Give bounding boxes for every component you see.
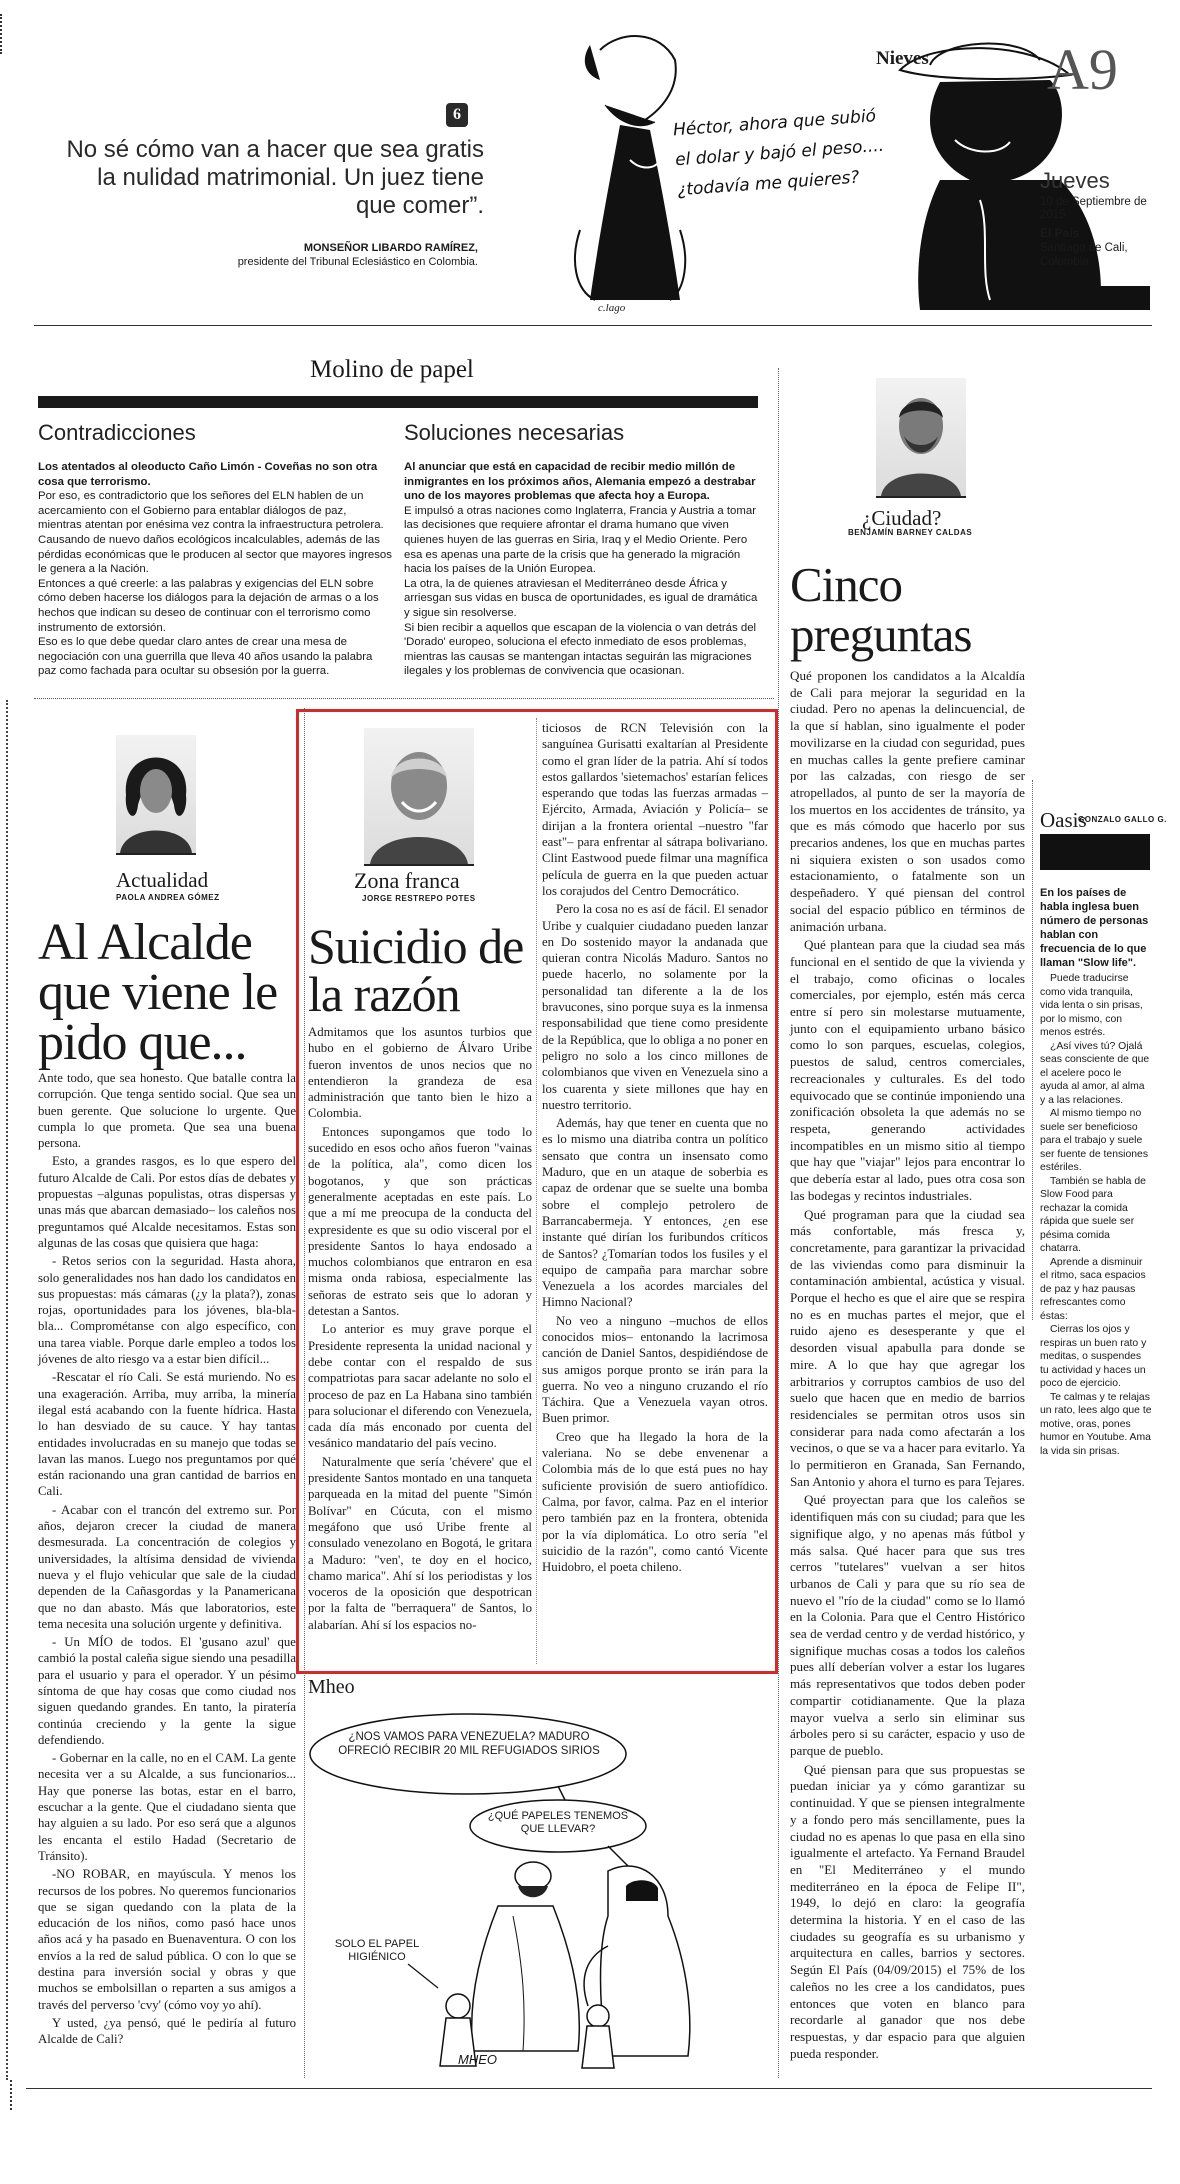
ciudad-section: ¿Ciudad? — [862, 506, 942, 530]
ciudad-paragraph: Qué plantean para que la ciudad sea más funcional en el sentido de que la vivienda y el trabajo, como oficinas o locales comerciales, por ejemplo, estén más cerca entre sí pero sin molestarse mutuamente, junto con el equipamiento urbano básico como lo son parques, escuelas, colegios, puestos de salud, centros comerciales, recreacionales y culturales. Es del todo equivocado que se continúe imponiendo una zonificación obsoleta la que además no se respeta, generando actividades incompatibles en un mismo sitio al tiempo que hay que "viajar" lejos para encontrar lo que debería estar al lado, pues otra cosa son las bodegas y recintos industriales. — [790, 937, 1025, 1203]
zona-column-1 — [308, 1024, 532, 1635]
actualidad-paragraph: - Gobernar en la calle, no en el CAM. La gente necesita ver a su Alcalde, a sus funcionarios... Hay que ponerse las botas, estar en el barro, escuchar a la gente. Que el ciudadano sienta que hay alguien a su lado. Por eso será que a algunos les encanta el estilo Hadad (Secretario de Tránsito). — [38, 1751, 296, 1863]
zona-column-2 — [542, 720, 768, 1577]
date-full: 10 de Septiembre de 2015 — [1040, 196, 1147, 221]
quote-text: No sé cómo van a hacer que sea gratis la nulidad matrimonial. Un juez tiene que comer”. — [66, 136, 484, 219]
column-rule — [778, 368, 779, 2078]
actualidad-section: Actualidad — [116, 868, 209, 892]
mheo-bubble-2: ¿QUÉ PAPELES TENEMOS QUE LLEVAR? — [487, 1810, 629, 1835]
oasis-body — [1040, 886, 1152, 1458]
molino-right-lead: Al anunciar que está en capacidad de recibir medio millón de inmigrantes en los próximos años, Alemania empezó a destrabar uno de los mayores problemas que afecta hoy a Europa. — [404, 461, 756, 503]
molino-right-body — [404, 460, 758, 679]
column-rule — [536, 718, 537, 1664]
actualidad-paragraph: Y usted, ¿ya pensó, qué le pediría al futuro Alcalde de Cali? — [38, 2015, 296, 2047]
molino-bar — [38, 396, 758, 408]
ciudad-author: BENJAMÍN BARNEY CALDAS — [848, 528, 973, 537]
oasis-paragraph: Cierras los ojos y respiras un buen rato y meditas, o suspendes tu actividad y haces un poco de ejercicio. — [1040, 1324, 1147, 1389]
molino-right-paragraph: Si bien recibir a aquellos que escapan de la violencia o van detrás del 'Dorado' europeo, soluciona el efecto inmediato de esos problemas, mientras las causas se mantengan intactas seguirán las migraciones ilegales y los problemas de convivencia que ocasionan. — [404, 621, 757, 678]
molino-left-paragraph: Eso es lo que debe quedar claro antes de crear una mesa de negociación con una guerrilla que lleva 40 años usando la palabra paz como fachada para ocultar su obsesión por la guerra. — [38, 636, 373, 678]
mheo-bubble-1: ¿NOS VAMOS PARA VENEZUELA? MADURO OFRECIÓ RECIBIR 20 MIL REFUGIADOS SIRIOS — [338, 1731, 600, 1757]
molino-right-heading: Soluciones necesarias — [404, 420, 625, 445]
quote-author-role: presidente del Tribunal Eclesiástico en Colombia. — [237, 256, 478, 268]
nieves-speech: Héctor, ahora que subió el dolar y bajó el peso.... ¿todavía me quieres? — [672, 106, 885, 201]
oasis-section: Oasis — [1040, 808, 1087, 832]
oasis-bar — [1040, 834, 1150, 870]
ciudad-author-photo — [876, 378, 966, 498]
actualidad-paragraph: -NO ROBAR, en mayúscula. Y menos los recursos de los pobres. No queremos funcionarios que se sigan quedando con la plata de la educación de los niños, como pasó hace unos años acá y ha pasado en Buenaventura. O con los envíos a la red de salud pública. O con lo que se destina para inversión social y obras y que muchos se embolsillan o reparten a sus amigos a través del perverso 'cvy' (cómo voy yo ahí). — [38, 1867, 296, 2012]
zona-paragraph: Creo que ha llegado la hora de la valeriana. No se debe envenenar a Colombia más de lo que está pues no hay suficiente provisión de suero antiofídico. Calma, por favor, calma. Paz en el interior pero también paz en la frontera, obtenida por la vía diplomática. Lo otro sería "el suicidio de la razón", como cantó Vicente Huidobro, el poeta chileno. — [542, 1429, 768, 1575]
zona-paragraph: Admitamos que los asuntos turbios que hubo en el gobierno de Álvaro Uribe fueron inventos de unos necios que no entendieron la grandeza de esa administración que tanto bien le hizo a Colombia. — [308, 1025, 532, 1121]
molino-left-body — [38, 460, 392, 679]
column-rule — [1032, 780, 1033, 1320]
mheo-signature: MHEO — [458, 2052, 497, 2067]
actualidad-paragraph: -Rescatar el río Cali. Se está muriendo. No es una exageración. Arriba, muy arriba, la minería ilegal está acabando con la fuente hídrica. Hasta lo han desviado de su cauce. Y hay tantas entidades involucradas en su manejo que todas se lavan las manos. Luego nos preguntamos por qué están racionando una gran cantidad de barrios en Cali. — [38, 1370, 296, 1499]
zona-paragraph: Pero la cosa no es así de fácil. El senador Uribe y cualquier ciudadano pueden lanzar en Do sostenido mayor la andanada que quieran contra Nicolás Maduro. Santos no puede hacerlo, no solamente por la personalidad tan diferente a la de los bravucones, sino porque suya es la inmensa responsabilidad que tiene como presidente de la República, que lo obliga a no poner en peligro no solo a los cinco millones de colombianos que viven en Venezuela sino a los cuarenta y siete millones que hay en nuestro territorio. — [542, 902, 768, 1112]
ciudad-paragraph: Qué proyectan para que los caleños se identifiquen más con su ciudad; para que les signifique algo, y no apenas más fútbol y más salsa. Qué hacer para que sus tres cerros "tutelares" vuelvan a ser hitos urbanos de Cali y para que su río sea de nuevo el "río de la ciudad" como se lo llamó en la Colonia. Para que el Centro Histórico sea de verdad centro y de verdad histórico, y signifique muchas cosas a todos los caleños pues allí deberían volver a estar los lugares más representativos que todos deben poder compartir cotidianamente. Que la plaza mayor vuelva a serlo sin eliminar sus árboles pero si su carácter, espacio y uso de parque de pueblo. — [790, 1492, 1025, 1758]
oasis-paragraph: Puede traducirse como vida tranquila, vida lenta o sin prisas, por lo mismo, con menos estrés. — [1040, 973, 1143, 1038]
mheo-cartoon — [308, 1706, 770, 2076]
oasis-paragraph: También se habla de Slow Food para rechazar la comida rápida que suele ser pésima comida chatarra. — [1040, 1175, 1146, 1254]
zona-author-photo — [364, 728, 474, 866]
top-dotted-rule — [0, 14, 10, 54]
bottom-dotted-rule — [10, 2080, 12, 2110]
molino-right-paragraph: E impulsó a otras naciones como Inglaterra, Francia y Austria a tomar las decisiones que requiere afrontar el drama humano que viven quienes huyen de las guerras en Siria, Iraq y el Medio Oriente. Pero esa es apenas una parte de la crisis que ha generado la migración hacia los países de la Unión Europea. — [404, 504, 757, 576]
paper-name: El País — [1040, 226, 1080, 240]
oasis-paragraph: Al mismo tiempo no suele ser beneficioso para el trabajo y suele ser fuente de tensiones estériles. — [1040, 1108, 1149, 1173]
section-label: Nieves — [876, 48, 929, 69]
zona-paragraph: ticiosos de RCN Televisión con la sanguínea Gurisatti exaltarían al Presidente como el gran líder de la patria. Ahí sí todos estos gallardos 'sietemachos' estarían felices esperando que todas las fuerzas armadas –Ejército, Armada, Aviación y Policía– se dirijan a la frontera oriental –nuestro "far east"– para enfrentar al sátrapa bolivariano. Clint Eastwood puede filmar una magnífica película de guerra en la que pueden actuar los corajudos del Centro Democrático. — [542, 721, 768, 898]
zona-paragraph: No veo a ninguno –muchos de ellos conocidos mios– entonando la lacrimosa canción de Daniel Santos, despidiéndose de sus amigos porque pronto se irán para la guerra. No veo a ninguno cruzando el río Táchira. Que a Venezuela vayan otros. Buen primor. — [542, 1313, 768, 1426]
left-dotted-margin — [6, 700, 8, 2080]
molino-left-heading: Contradicciones — [38, 420, 196, 445]
date-day: Jueves — [1040, 168, 1110, 193]
actualidad-body — [38, 1070, 296, 2050]
mheo-section: Mheo — [308, 1676, 355, 1698]
zona-section: Zona franca — [354, 868, 460, 893]
molino-left-paragraph: Por eso, es contradictorio que los señores del ELN hablen de un acercamiento con el Gobierno para entablar diálogos de paz, mientras atentan por enésima vez contra la infraestructura petrolera. Causando de nuevo daños ecológicos incalculables, además de las pérdidas económicas que le producen al sector que mayores ingresos le genera a la Nación. — [38, 490, 392, 576]
nieves-signature: c.lago — [598, 302, 626, 314]
quote-author: MONSEÑOR LIBARDO RAMÍREZ, — [303, 242, 478, 254]
actualidad-paragraph: - Acabar con el trancón del extremo sur. Por años, dejaron crecer la ciudad de manera desmesurada. La concentración de colegios y universidades, la altísima densidad de vivienda nueva y el flujo vehicular que sale de la ciudad dependen de la Cañasgordas y la Panamericana que no dan abasto. Más que laboratorios, este tema necesita una solución urgente y definitiva. — [38, 1502, 296, 1631]
ciudad-paragraph: Qué piensan para que sus propuestas se puedan iniciar ya y cómo garantizar su continuidad. Y que se piensen integralmente y a fondo pero más sencillamente, pues la ciudad no es apenas lo que pasa en ella sino igualmente el artefacto. Ya Fernand Braudel en "El Mediterráneo y el mundo mediterráneo en la época de Felipe II", 1949, lo dejó en claro: la geografía determina la historia. Y en el caso de las ciudades su geografía es su urbanismo y arquitectura en calles, barrios y sectores. Según El País (04/09/2015) el 75% de los caleños no les cree a los candidatos, pues entonces que voten en blanco para recordarle al ganador que nos debe respuestas, y dar espacio para que alguien pueda responder. — [790, 1761, 1025, 2061]
zona-paragraph: Lo anterior es muy grave porque el Presidente representa la unidad nacional y debe contar con el respaldo de sus compatriotas para sacar adelante no solo el proceso de paz en La Habana sino también para solucionar el diferendo con Venezuela, cada día más enconado por cuenta del vesánico mandatario del país vecino. — [308, 1322, 532, 1451]
date-block-bar — [1040, 286, 1150, 310]
oasis-paragraph: Aprende a disminuir el ritmo, saca espacios de paz y haz pausas refrescantes como éstas: — [1040, 1256, 1146, 1322]
molino-title: Molino de papel — [310, 356, 474, 383]
quote-icon: 6 — [446, 103, 468, 127]
oasis-paragraph: Te calmas y te relajas un rato, lees algo que te motive, oras, pones humor en Youtube. Ama la vida sin prisas. — [1040, 1391, 1152, 1457]
actualidad-author: PAOLA ANDREA GÓMEZ — [116, 893, 220, 902]
zona-paragraph: Además, hay que tener en cuenta que no es lo mismo una diatriba contra un político sensato que contra un insensato como Maduro, que en un ataque de soberbia es capaz de ordenar que se suelte una bomba sobre el complejo petrolero de Barrancabermeja. Y entonces, ¿en ese instante qué dirían los furibundos críticos de Santos? ¿Tomarían todos los fusiles y el equipo de campaña para marchar sobre Venezuela a los acordes marciales del Himno Nacional? — [542, 1116, 768, 1310]
oasis-paragraph: ¿Así vives tú? Ojalá seas consciente de que el acelere poco le ayuda al amor, al alma y a las relaciones. — [1040, 1040, 1150, 1106]
ciudad-body — [790, 668, 1025, 2064]
molino-left-lead: Los atentados al oleoducto Caño Limón - Coveñas no son otra cosa que terrorismo. — [38, 461, 378, 488]
mheo-cartoon-drawing — [308, 1706, 770, 2076]
page-number: A9 — [1047, 37, 1118, 102]
paper-city: Santiago de Cali, Colombia — [1040, 242, 1128, 268]
ciudad-paragraph: Qué proponen los candidatos a la Alcaldía de Cali para mejorar la seguridad en la ciudad. Pero no apenas la delincuencial, de la que sí hablan, sino igualmente el poder movilizarse en la ciudad con seguridad, pues en muchas calles la gente prefiere caminar por las calzadas, con riesgo de ser atropellados, al punto de ser la mayoría de los muertos en los accidentes de tránsito, ya que es más cómodo que hacerlo por sus precarios andenes, los que en muchas partes ni siquiera existen o son usados como estacionamiento, o fatalmente son un despeñadero. Y qué piensan del control social del espacio público en términos de animación urbana. — [790, 668, 1025, 934]
mheo-bubble-3: SOLO EL PAPEL HIGIÉNICO — [334, 1938, 420, 1963]
ciudad-headline: Cinco preguntas — [790, 557, 972, 662]
oasis-lead: En los países de habla inglesa buen número de personas hablan con frecuencia de lo que llaman "Slow life". — [1040, 887, 1149, 969]
molino-right-paragraph: La otra, la de quienes atraviesan el Mediterráneo desde África y arriesgan sus vidas en busca de oportunidades, es igual de dramática y sigue sin resolverse. — [404, 577, 758, 619]
actualidad-paragraph: Ante todo, que sea honesto. Que batalle contra la corrupción. Que tenga sentido social. Que sea un buen gerente. Que solucione lo urgente. Que cumpla lo que prometa. Que sea una buena persona. — [38, 1071, 296, 1151]
molino-rule — [34, 698, 774, 699]
actualidad-author-photo — [116, 735, 196, 855]
zona-author: JORGE RESTREPO POTES — [362, 894, 476, 903]
actualidad-paragraph: - Retos serios con la seguridad. Hasta ahora, solo generalidades nos han dado los candidatos en sus propuestas: más cámaras (¿y la plata?), zonas rojas, oportunidades para los jóvenes, bla-bla-bla... Comprométanse con algo específico, con una tarea viable. Porque darle empleo a todos los jóvenes de alto riesgo va a estar bien difícil... — [38, 1254, 296, 1367]
actualidad-headline: Al Alcalde que viene le pido que... — [38, 914, 278, 1071]
actualidad-paragraph: Esto, a grandes rasgos, es lo que espero del futuro Alcalde de Cali. Por estos días de debates y propuestas –algunas populistas, otras dispersas y unas más que abarcan demasiado– los caleños nos preguntamos qué Alcalde necesitamos. Estas son algunas de las cosas que quisiera que haga: — [38, 1154, 296, 1250]
bottom-rule — [26, 2088, 1152, 2089]
zona-paragraph: Naturalmente que sería 'chévere' que el presidente Santos montado en una tanqueta parqueada en la mitad del puente "Simón Bolívar" en Cúcuta, con el mismo megáfono que usó Uribe frente al consulado venezolano en Bogotá, le gritara a Maduro: "ven', te doy en el hocico, chamo marica". Ahí sí los periodistas y los voceros de la oposición que despotrican por la falta de "berraquera" de Santos, lo alabarían. Ahí sí los espacios no- — [308, 1454, 532, 1632]
zona-paragraph: Entonces supongamos que todo lo sucedido en esos ocho años fueron "vainas de la política, ala", como dicen los bogotanos, y que son prácticas generalmente aceptadas en este país. Lo que a mí me preocupa de la conducta del expresidente es que su odio visceral por el presidente Santos lo haya endosado a muchos colombianos que entraron en esa misma onda rabiosa, especialmente las señoras de estrato seis que lo adoran y detestan a Santos. — [308, 1124, 532, 1319]
molino-left-paragraph: Entonces a qué creerle: a las palabras y exigencias del ELN sobre cómo deben hacerse los diálogos para la dejación de armas o a los hechos que indican su deseo de continuar con el terrorismo como instrumento de extorsión. — [38, 577, 379, 634]
actualidad-paragraph: - Un MÍO de todos. El 'gusano azul' que cambió la postal caleña sigue siendo una pesadilla para el usuario y para el operador. Y un pésimo síntoma de que hay cosas que como ciudad nos siguen quedando grandes. En tanto, la piratería continúa creciendo y la gente la sigue defendiendo. — [38, 1635, 296, 1747]
oasis-author: GONZALO GALLO G. — [1078, 815, 1167, 824]
masthead-rule — [34, 325, 1152, 326]
zona-headline: Suicidio de la razón — [308, 918, 524, 1022]
ciudad-paragraph: Qué programan para que la ciudad sea más confortable, más fresca y, concretamente, para garantizar la privacidad de las viviendas como para disminuir la contaminación ambiental, acústica y visual. Porque el hecho es que el aire que se respira no es en muchas partes el mejor, que el ruido ajeno es desesperante y que el desorden visual apabulla para donde se mire. A lo que hay que agregar los arbitrarios y corruptos cambios de uso del suelo que hacen que en medio de barrios residenciales se permitan otros usos sin considerar para nada como afectarán a los vecinos, o que se va a hacer para evitarlo. Ya lo permitieron en Granada, San Fernando, San Antonio y ahora el turno es para Tejares. — [790, 1206, 1025, 1489]
